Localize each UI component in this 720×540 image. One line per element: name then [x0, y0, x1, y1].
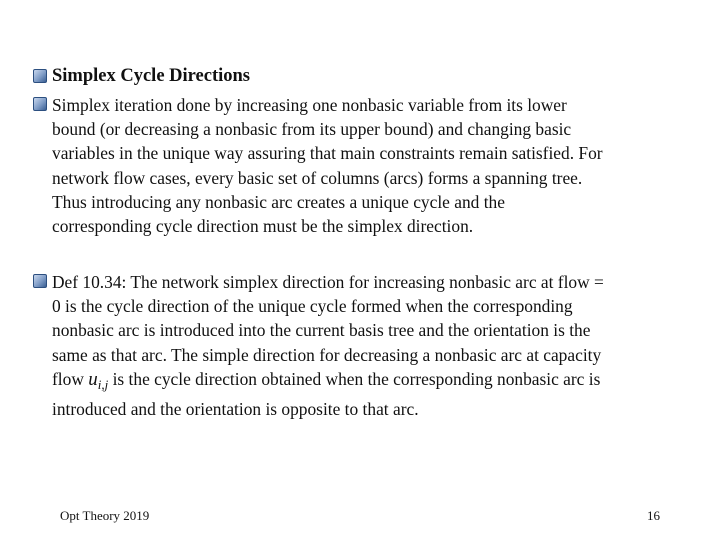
- math-line-suffix: is the cycle direction obtained when the corresponding nonbasic arc is: [112, 368, 601, 389]
- bullet-paragraph-definition: [52, 270, 698, 421]
- slide-title: Simplex Cycle Directions: [52, 66, 250, 86]
- square-bullet-icon: [33, 274, 47, 288]
- paragraph-line: Thus introducing any nonbasic arc creates a unique cycle and the: [52, 191, 505, 212]
- paragraph-line: bound (or decreasing a nonbasic from its upper bound) and changing basic: [52, 119, 572, 140]
- paragraph-line: nonbasic arc is introduced into the current basis tree and the orientation is the: [52, 320, 591, 341]
- paragraph-line: Simplex iteration done by increasing one nonbasic variable from its lower: [52, 95, 567, 115]
- bullet-paragraph-simplex-iteration: [52, 93, 698, 238]
- capacity-symbol-base: u: [88, 368, 98, 390]
- square-bullet-icon: [33, 97, 47, 111]
- paragraph-line: variables in the unique way assuring that main constraints remain satisfied. For: [52, 143, 603, 164]
- paragraph-line: same as that arc. The simple direction for decreasing a nonbasic arc at capacity: [52, 344, 602, 365]
- paragraph-line: 0 is the cycle direction of the unique cycle formed when the corresponding: [52, 296, 573, 317]
- paragraph-line: network flow cases, every basic set of columns (arcs) forms a spanning tree.: [52, 167, 583, 188]
- paragraph-line: introduced and the orientation is opposite to that arc.: [52, 399, 419, 420]
- paragraph-line: corresponding cycle direction must be the simplex direction.: [52, 216, 474, 237]
- capacity-symbol: [88, 369, 108, 390]
- capacity-symbol-subscript: i,j: [97, 376, 109, 392]
- paragraph-line: Def 10.34: The network simplex direction for increasing nonbasic arc at flow =: [52, 272, 604, 292]
- page-number: 16: [647, 508, 660, 523]
- paragraph-line-with-math: [52, 367, 698, 397]
- square-bullet-icon: [33, 69, 47, 83]
- math-line-prefix: flow: [52, 368, 84, 389]
- footer-course-label: Opt Theory 2019: [60, 508, 150, 523]
